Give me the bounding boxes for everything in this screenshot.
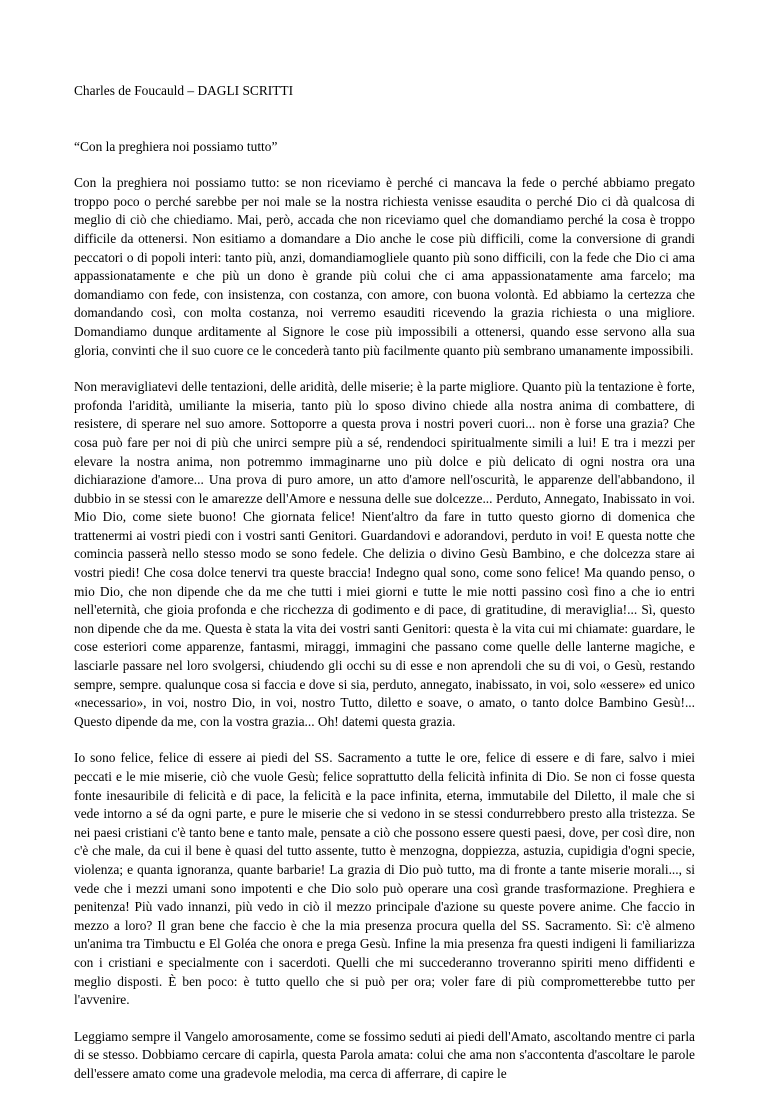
document-title: Charles de Foucauld – DAGLI SCRITTI — [74, 83, 294, 98]
paragraph-4: Leggiamo sempre il Vangelo amorosamente, come se fossimo seduti ai piedi dell'Amato, ascoltando mentre ci parla di se stesso. Dobbiamo cercare di capirla, questa Parola amata: colui che ama non s'accontenta d'ascoltare le parole dell'essere amato come una gradevole melodia, ma cerca di afferrare, di capire le — [74, 1028, 695, 1081]
document-page — [74, 82, 695, 1102]
paragraph-1: Con la preghiera noi possiamo tutto: se non riceviamo è perché ci mancava la fede o perché abbiamo pregato troppo poco o perché sarebbe per noi male se la nostra richiesta venisse esaudita o perché Dio ci dà qualcosa di meglio di ciò che chiediamo. Mai, però, accada che non riceviamo quel che domandiamo perché la cosa è troppo difficile da ottenersi. Non esitiamo a domandare a Dio anche le cose più difficili, come la conversione di grandi peccatori o di popoli interi: tanto più, anzi, domandiamogliele quanto più sono difficili, con la fede che Dio ci ama appassionatamente e che più un dono è grande più colui che ci ama appassionatamente ama farcelo; ma domandiamo con fede, con insistenza, con costanza, con amore, con buona volontà. Ed abbiamo la certezza che domandando così, con molta costanza, noi verremo esauditi ricevendo la grazia richiesta o una migliore. Domandiamo dunque arditamente al Signore le cose più impossibili a ottenersi, quando esse servono alla sua gloria, convinti che il suo cuore ce le concederà tanto più facilmente quanto più sembrano umanamente impossibili. — [74, 175, 695, 358]
section-title: “Con la preghiera noi possiamo tutto” — [74, 138, 278, 154]
paragraph-3: Io sono felice, felice di essere ai piedi del SS. Sacramento a tutte le ore, felice di essere e di fare, salvo i miei peccati e le mie miserie, ciò che vuole Gesù; felice soprattutto della felicità infinita di Dio. Se non ci fosse questa fonte inesauribile di felicità e di pace, la felicità e la pace infinita, eterna, immutabile del Diletto, il male che si vede intorno a sé da ogni parte, e pure le miserie che si vedono in se stessi condurrebbero presto alla tristezza. Se nei paesi cristiani c'è tanto bene e tanto male, pensate a ciò che possono essere questi paesi, dove, per così dire, non c'è che male, da cui il bene è quasi del tutto assente, tutto è menzogna, doppiezza, astuzia, cupidigia d'ogni specie, violenza; e quanta ignoranza, quante barbarie! La grazia di Dio può tutto, ma di fronte a tante miserie morali..., si vede che i mezzi umani sono impotenti e che Dio solo può operare una così grande trasformazione. Preghiera e penitenza! Più vado innanzi, più vedo in ciò il mezzo principale d'azione su queste povere anime. Che faccio in mezzo a loro? Il gran bene che faccio è che la mia presenza procura quella del SS. Sacramento. Sì: c'è almeno un'anima tra Timbuctu e El Goléa che onora e prega Gesù. Infine la mia presenza fra questi indigeni li familiarizza con i cristiani e specialmente con i sacerdoti. Quelli che mi succederanno troveranno spiriti meno diffidenti e meglio disposti. È ben poco: è tutto quello che si può per ora; voler fare di più comprometterebbe tutto per l'avvenire. — [74, 750, 695, 1008]
paragraph-2: Non meravigliatevi delle tentazioni, delle aridità, delle miserie; è la parte migliore. Quanto più la tentazione è forte, profonda l'aridità, umiliante la miseria, tanto più lo sposo divino chiede alla nostra anima di combattere, di resistere, di sperare nel suo amore. Sottoporre a questa prova i nostri poveri cuori... non è forse una grazia? Che cosa può fare per noi di più che unirci sempre più a sé, rendendoci spiritualmente simili a lui! E tra i mezzi per elevare la nostra anima, non potremmo immaginarne uno più dolce e più delicato di ogni nostra ora una dichiarazione d'amore... Una prova di puro amore, un atto d'amore nell'oscurità, le apparenze dell'abbandono, il dubbio in se stessi con le amarezze dell'Amore e nessuna delle sue dolcezze... Perduto, Annegato, Inabissato in voi. Mio Dio, come siete buono! Che giornata felice! Nient'altro da fare in tutto questo giorno di domenica che trattenermi ai vostri piedi con i vostri santi Genitori. Guardandovi e adorandovi, perduto in voi! E questa notte che comincia passerà nello stesso modo se sono fedele. Che delizia o divino Gesù Bambino, e che dolcezza stare ai vostri piedi! Che cosa dolce tenervi tra queste braccia! Indegno qual sono, come sono felice! Ma quando penso, o mio Dio, che non dipende che da me che tutti i miei giorni e tutte le mie notti passino così fino a che io entri nell'eternità, che gioia profonda e che ricchezza di godimento e di pace, di gratitudine, di meraviglia!... Sì, questo non dipende che da me. Questa è stata la vita dei vostri santi Genitori: questa è la vita cui mi chiamate: guardare, le cose esteriori come apparenze, fantasmi, miraggi, immagini che passano come quelle delle lanterne magiche, e lasciarle passare nel loro svolgersi, chiudendo gli occhi su di esse e non aprendoli che su di voi, o Gesù, restando sempre, sempre. qualunque cosa si faccia e dove si sia, perduto, annegato, inabissato, in voi, solo «essere» ed unico «necessario», in voi, nostro Dio, in voi, nostro Tutto, diletto e soave, o amato, o tanto dolce Bambino Gesù!... Questo dipende da me, con la vostra grazia... Oh! datemi questa grazia. — [74, 379, 695, 729]
